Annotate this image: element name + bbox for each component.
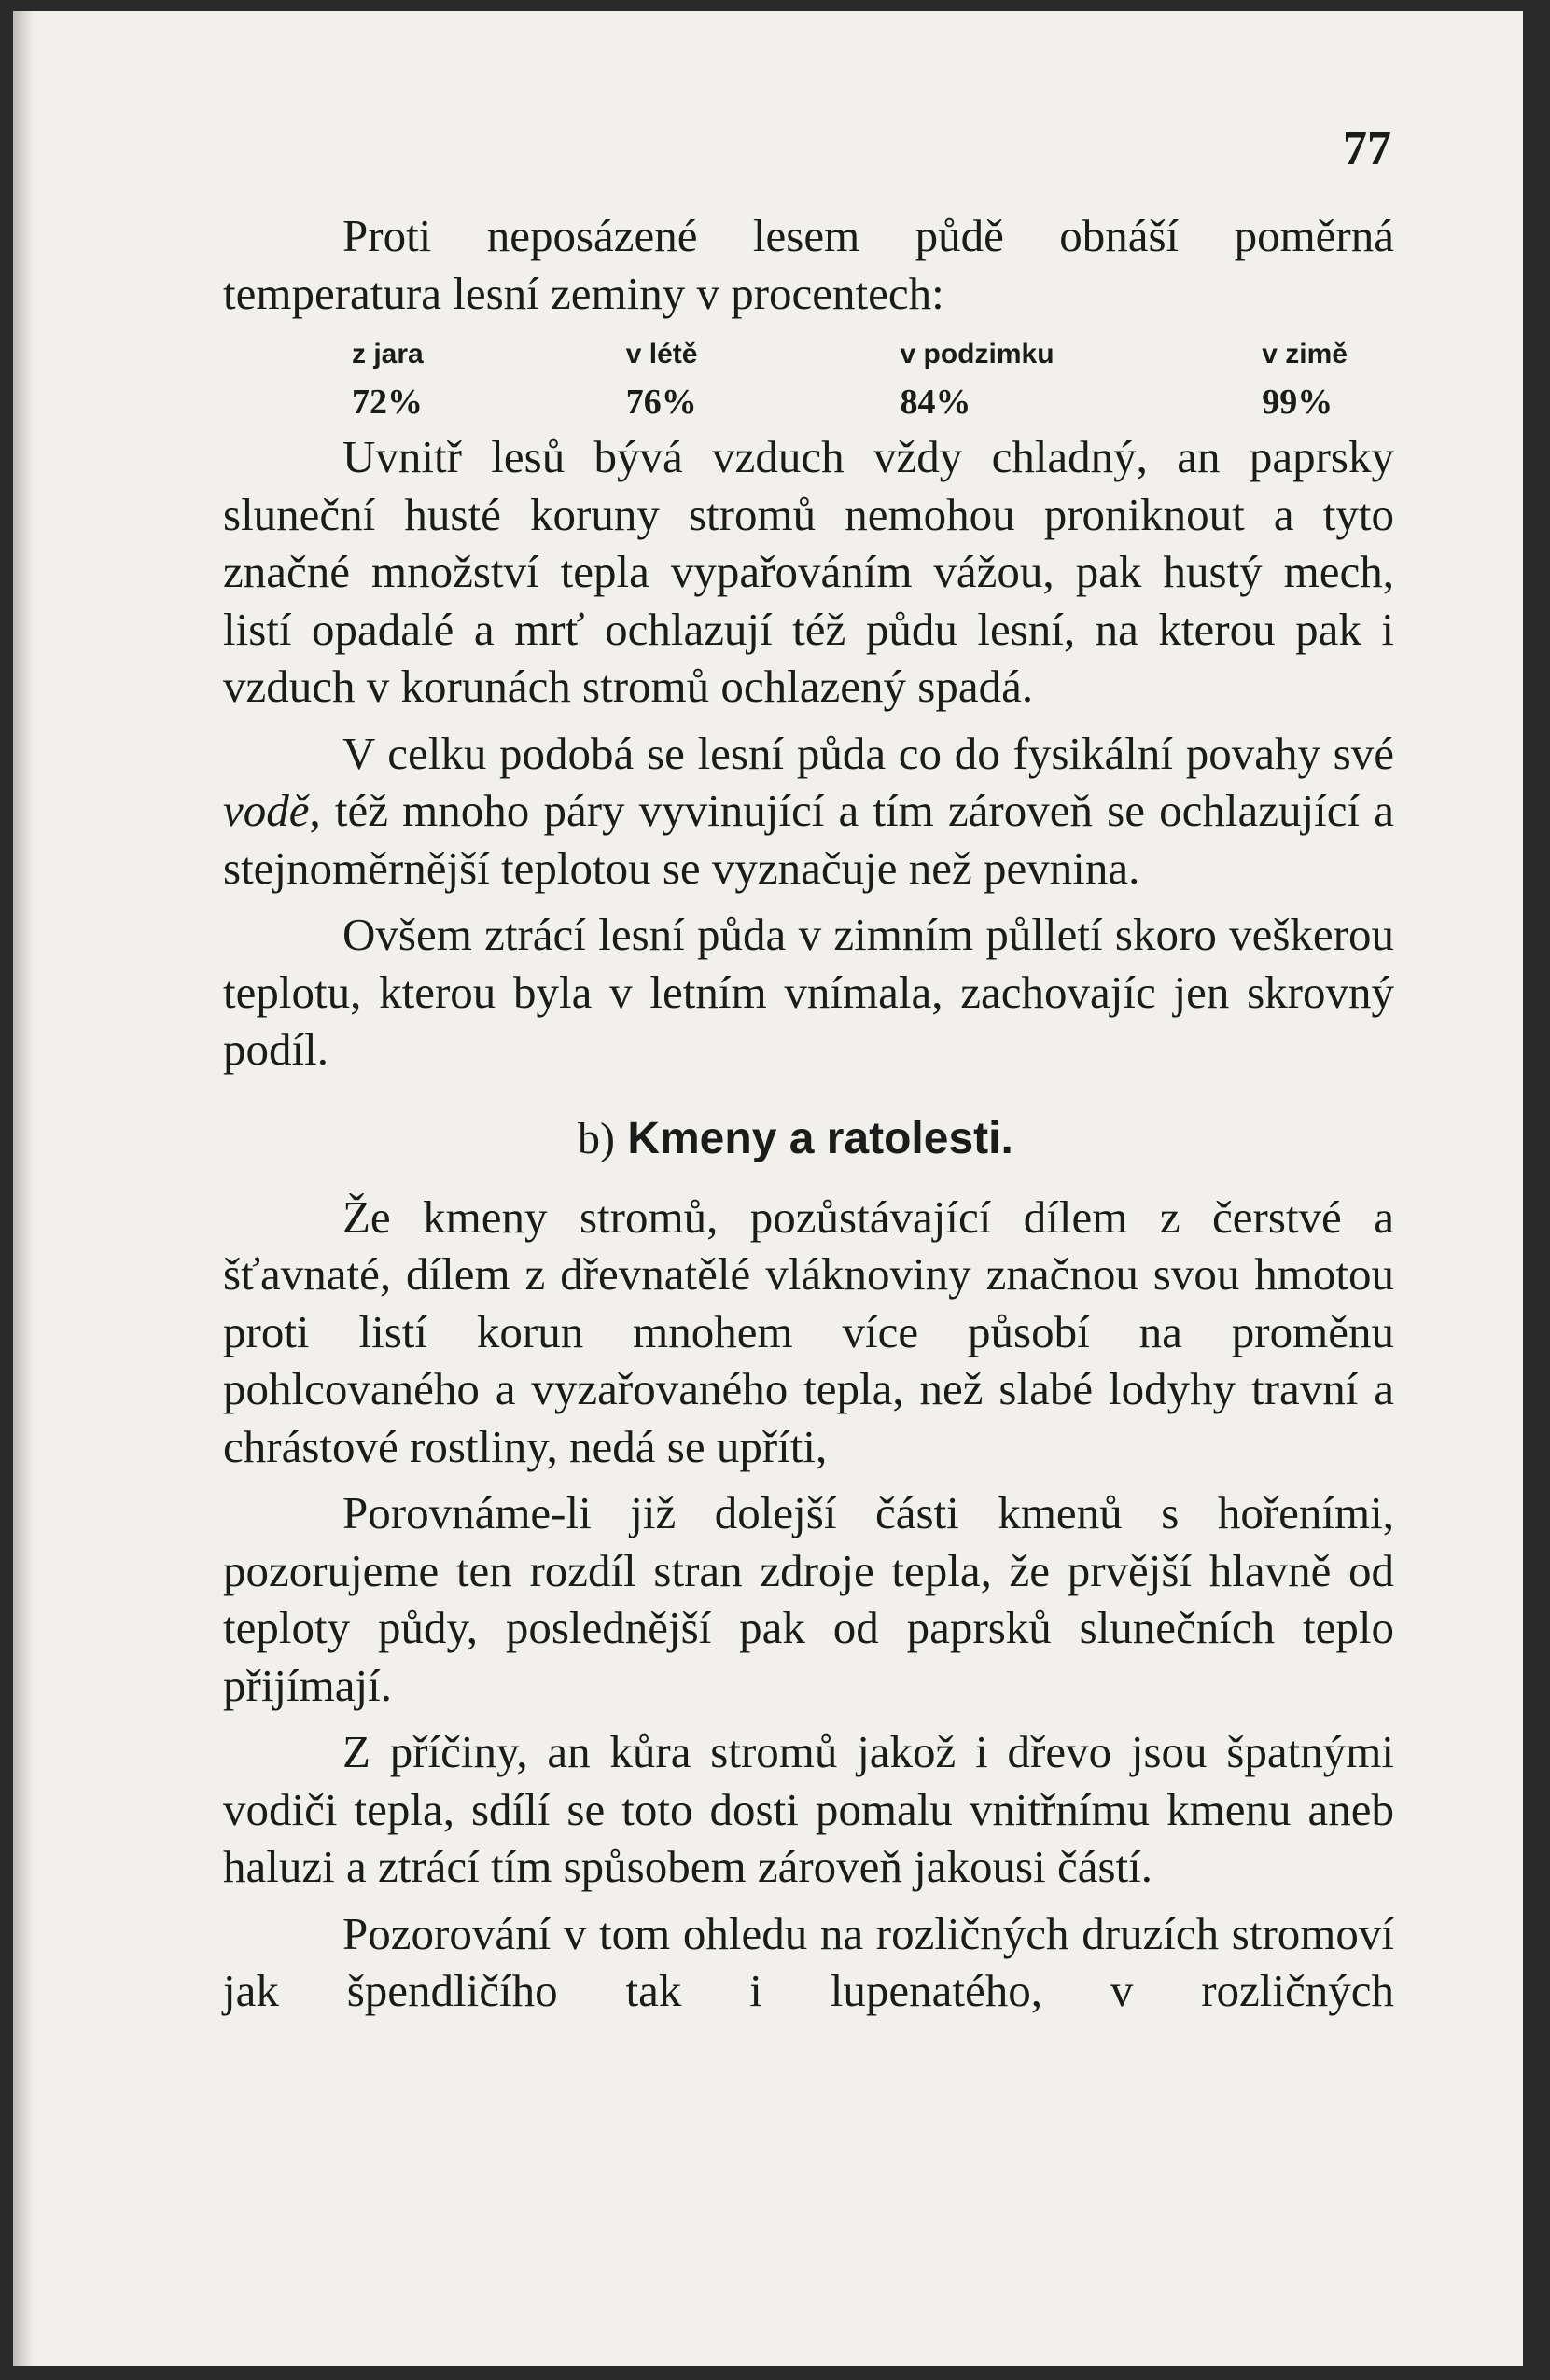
- page-body: [223, 207, 1394, 2020]
- table-value-winter: 99%: [1262, 383, 1334, 422]
- table-header-spring: z jara: [352, 339, 424, 369]
- paragraph-trunks: Že kmeny stromů, pozůstávající dílem z čerstvé a šťavnaté, dílem z dřevnatělé vláknoviny značnou svou hmotou proti listí korun mnohem více působí na proměnu pohlcovaného a vyzařovaného tepla, než slabé lodyhy travní a chrástové rostliny, nedá se upříti,: [223, 1190, 1394, 1472]
- table-header-winter: v zimě: [1262, 339, 1348, 369]
- paragraph-lower-upper: Porovnáme-li již dolejší části kmenů s hořeními, pozorujeme ten rozdíl stran zdroje tepla, že prvější hlavně od teploty půdy, poslednější pak od paprsků slunečních teplo přijímají.: [223, 1487, 1394, 1711]
- book-page: [13, 11, 1523, 2366]
- table-header-autumn: v podzimku: [900, 339, 1054, 369]
- table-value-summer: 76%: [625, 383, 697, 422]
- paragraph-water-before: V celku podobá se lesní půda co do fysikální povahy své: [342, 727, 1394, 779]
- page-gutter-shadow: [13, 11, 34, 2366]
- paragraph-bark-conductors: Z příčiny, an kůra stromů jakož i dřevo jsou špatnými vodiči tepla, sdílí se toto dosti pomalu vnitřnímu kmenu aneb haluzi a ztrácí tím spůsobem zároveň jakousi částí.: [223, 1726, 1394, 1892]
- paragraph-forest-air: Uvnitř lesů bývá vzduch vždy chladný, an paprsky sluneční husté koruny stromů nemohou proniknout a tyto značné množství tepla vypařováním vážou, pak hustý mech, listí opadalé a mrť ochlazují též půdu lesní, na kterou pak i vzduch v korunách stromů ochlazený spadá.: [223, 431, 1394, 712]
- section-heading: [223, 1110, 1394, 1168]
- paragraph-water-emphasis: vodě: [223, 785, 310, 836]
- table-header-summer: v létě: [625, 339, 698, 369]
- paragraph-winter-loss: Ovšem ztrácí lesní půda v zimním půlletí skoro veškerou teplotu, kterou byla v letním vnímala, zachovajíc jen skrovný podíl.: [223, 909, 1394, 1075]
- page-number: 77: [1343, 122, 1391, 175]
- seasonal-temperature-table: [223, 333, 1394, 428]
- table-value-spring: 72%: [352, 383, 423, 422]
- table-value-autumn: 84%: [900, 383, 971, 422]
- paragraph-observations: Pozorování v tom ohledu na rozličných druzích stromoví jak špendličího tak i lupenatého, v rozličných: [223, 1907, 1394, 2016]
- section-heading-label: b): [578, 1113, 615, 1163]
- paragraph-water-after: , též mnoho páry vyvinující a tím zároveň se ochlazující a stejnoměrnější teplotou se vyznačuje než pevnina.: [223, 785, 1394, 894]
- section-heading-title: Kmeny a ratolesti.: [627, 1113, 1013, 1163]
- paragraph-water-comparison: [223, 725, 1394, 898]
- intro-paragraph: Proti neposázené lesem půdě obnáší poměrná temperatura lesní zeminy v procentech:: [223, 210, 1394, 319]
